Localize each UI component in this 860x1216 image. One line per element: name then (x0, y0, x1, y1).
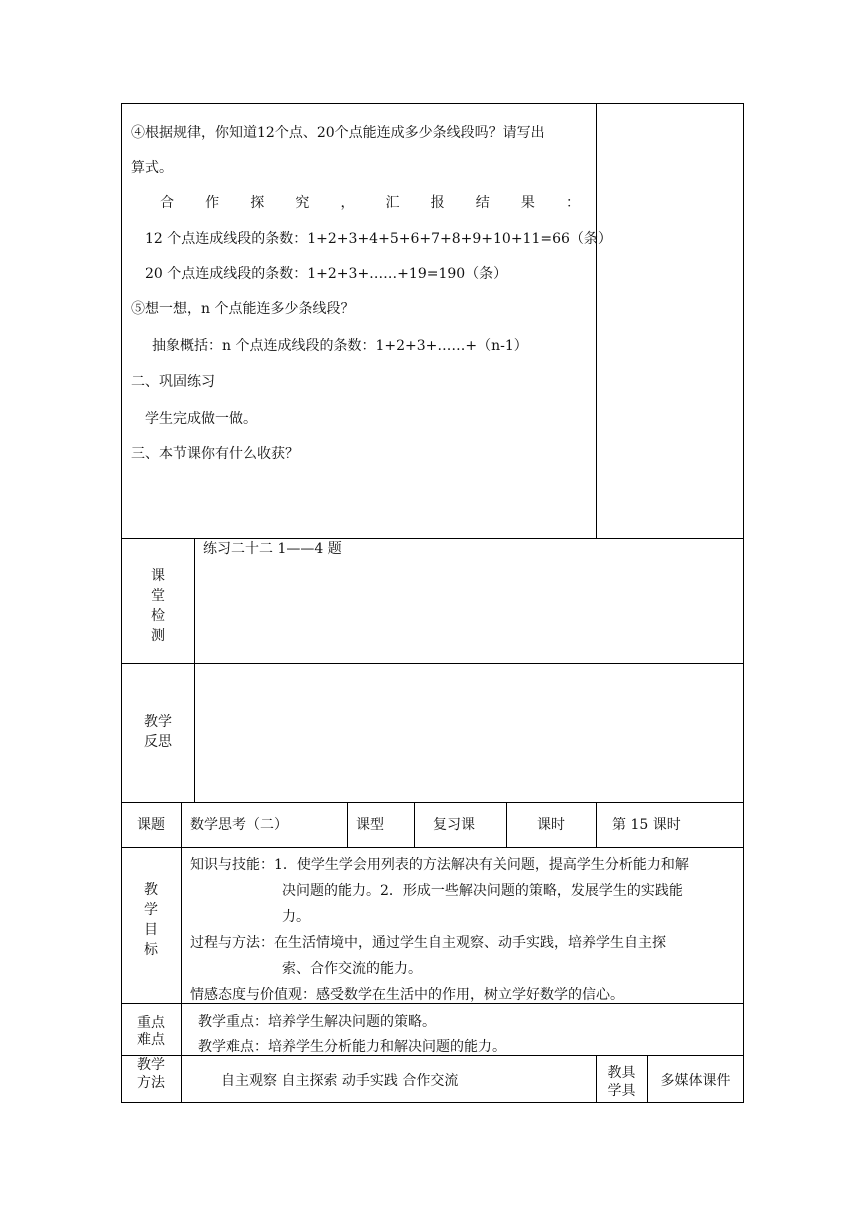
process-method-line-2: 索、合作交流的能力。 (282, 961, 422, 977)
spread-char: 结 (475, 195, 490, 211)
objectives-label: 教学目标 (144, 882, 158, 958)
reflection-label-divider (194, 663, 195, 803)
process-line-formula-label: 算式。 (131, 160, 173, 176)
abstract-summary: 抽象概括：n 个点连成线段的条数：1+2+3+……+（n-1） (152, 338, 528, 354)
topic-label: 课题 (137, 817, 165, 833)
cooperate-report-line (160, 194, 580, 212)
key-point-text: 教学重点：培养学生解决问题的策略。 (198, 1014, 436, 1030)
n-points-question: ⑤想一想，n 个点能连多少条线段？ (131, 301, 355, 317)
type-label: 课型 (356, 817, 384, 833)
methods-label-divider (181, 1055, 182, 1103)
topic-divider-2 (347, 802, 348, 848)
objectives-label-divider (181, 847, 182, 1004)
process-table (121, 103, 744, 539)
methods-label-1: 教学 (137, 1057, 165, 1073)
process-line-4: ④根据规律，你知道12个点、20个点能连成多少条线段吗？请写出 (131, 125, 545, 141)
teaching-reflection-row (121, 663, 744, 803)
spread-char: 探 (250, 195, 265, 211)
attitude-line: 情感态度与价值观：感受数学在生活中的作用，树立学好数学的信心。 (190, 987, 624, 1003)
tools-label-1: 教具 (607, 1065, 636, 1081)
period-value: 第 15 课时 (612, 817, 681, 833)
difficult-point-text: 教学难点：培养学生分析能力和解决问题的能力。 (198, 1039, 506, 1055)
spread-char: 究 (295, 195, 310, 211)
spread-char: 汇 (385, 195, 400, 211)
twelve-points-formula: 12 个点连成线段的条数：1+2+3+4+5+6+7+8+9+10+11=66（条） (145, 231, 612, 247)
key-points-label-divider (181, 1003, 182, 1056)
spread-char: ， (340, 195, 355, 211)
students-do-exercise: 学生完成做一做。 (145, 411, 257, 427)
key-points-label-1: 重点 (137, 1015, 165, 1031)
key-points-label-2: 难点 (137, 1032, 165, 1048)
twenty-points-formula: 20 个点连成线段的条数：1+2+3+……+19=190（条） (145, 266, 508, 282)
spread-char: ： (565, 195, 580, 211)
knowledge-line-2: 决问题的能力。2．形成一些解决问题的策略，发展学生的实践能 (282, 883, 683, 899)
spread-char: 报 (430, 195, 445, 211)
classroom-check-label: 课堂检测 (151, 568, 165, 644)
spread-char: 作 (205, 195, 220, 211)
topic-divider-5 (596, 802, 597, 848)
methods-value: 自主观察 自主探索 动手实践 合作交流 (221, 1073, 459, 1089)
reflection-label-2: 反思 (144, 734, 172, 750)
type-value: 复习课 (433, 817, 475, 833)
knowledge-line-3: 力。 (282, 909, 310, 925)
methods-label-2: 方法 (137, 1075, 165, 1091)
knowledge-line-1: 知识与技能：1．使学生学会用列表的方法解决有关问题，提高学生分析能力和解 (190, 857, 689, 873)
check-label-divider (194, 538, 195, 664)
process-method-line-1: 过程与方法：在生活情境中，通过学生自主观察、动手实践，培养学生自主探 (190, 935, 666, 951)
spread-char: 果 (520, 195, 535, 211)
topic-divider-1 (181, 802, 182, 848)
spread-char: 合 (160, 195, 174, 211)
section-gains: 三、本节课你有什么收获？ (131, 446, 299, 462)
reflection-label-1: 教学 (144, 714, 172, 730)
classroom-check-content: 练习二十二 1——4 题 (203, 541, 342, 557)
topic-value: 数学思考（二） (190, 817, 288, 833)
period-label: 课时 (537, 817, 565, 833)
section-consolidate: 二、巩固练习 (131, 374, 215, 390)
tools-value: 多媒体课件 (660, 1073, 731, 1089)
tools-label-2: 学具 (607, 1083, 636, 1099)
process-right-column-divider (596, 103, 597, 539)
